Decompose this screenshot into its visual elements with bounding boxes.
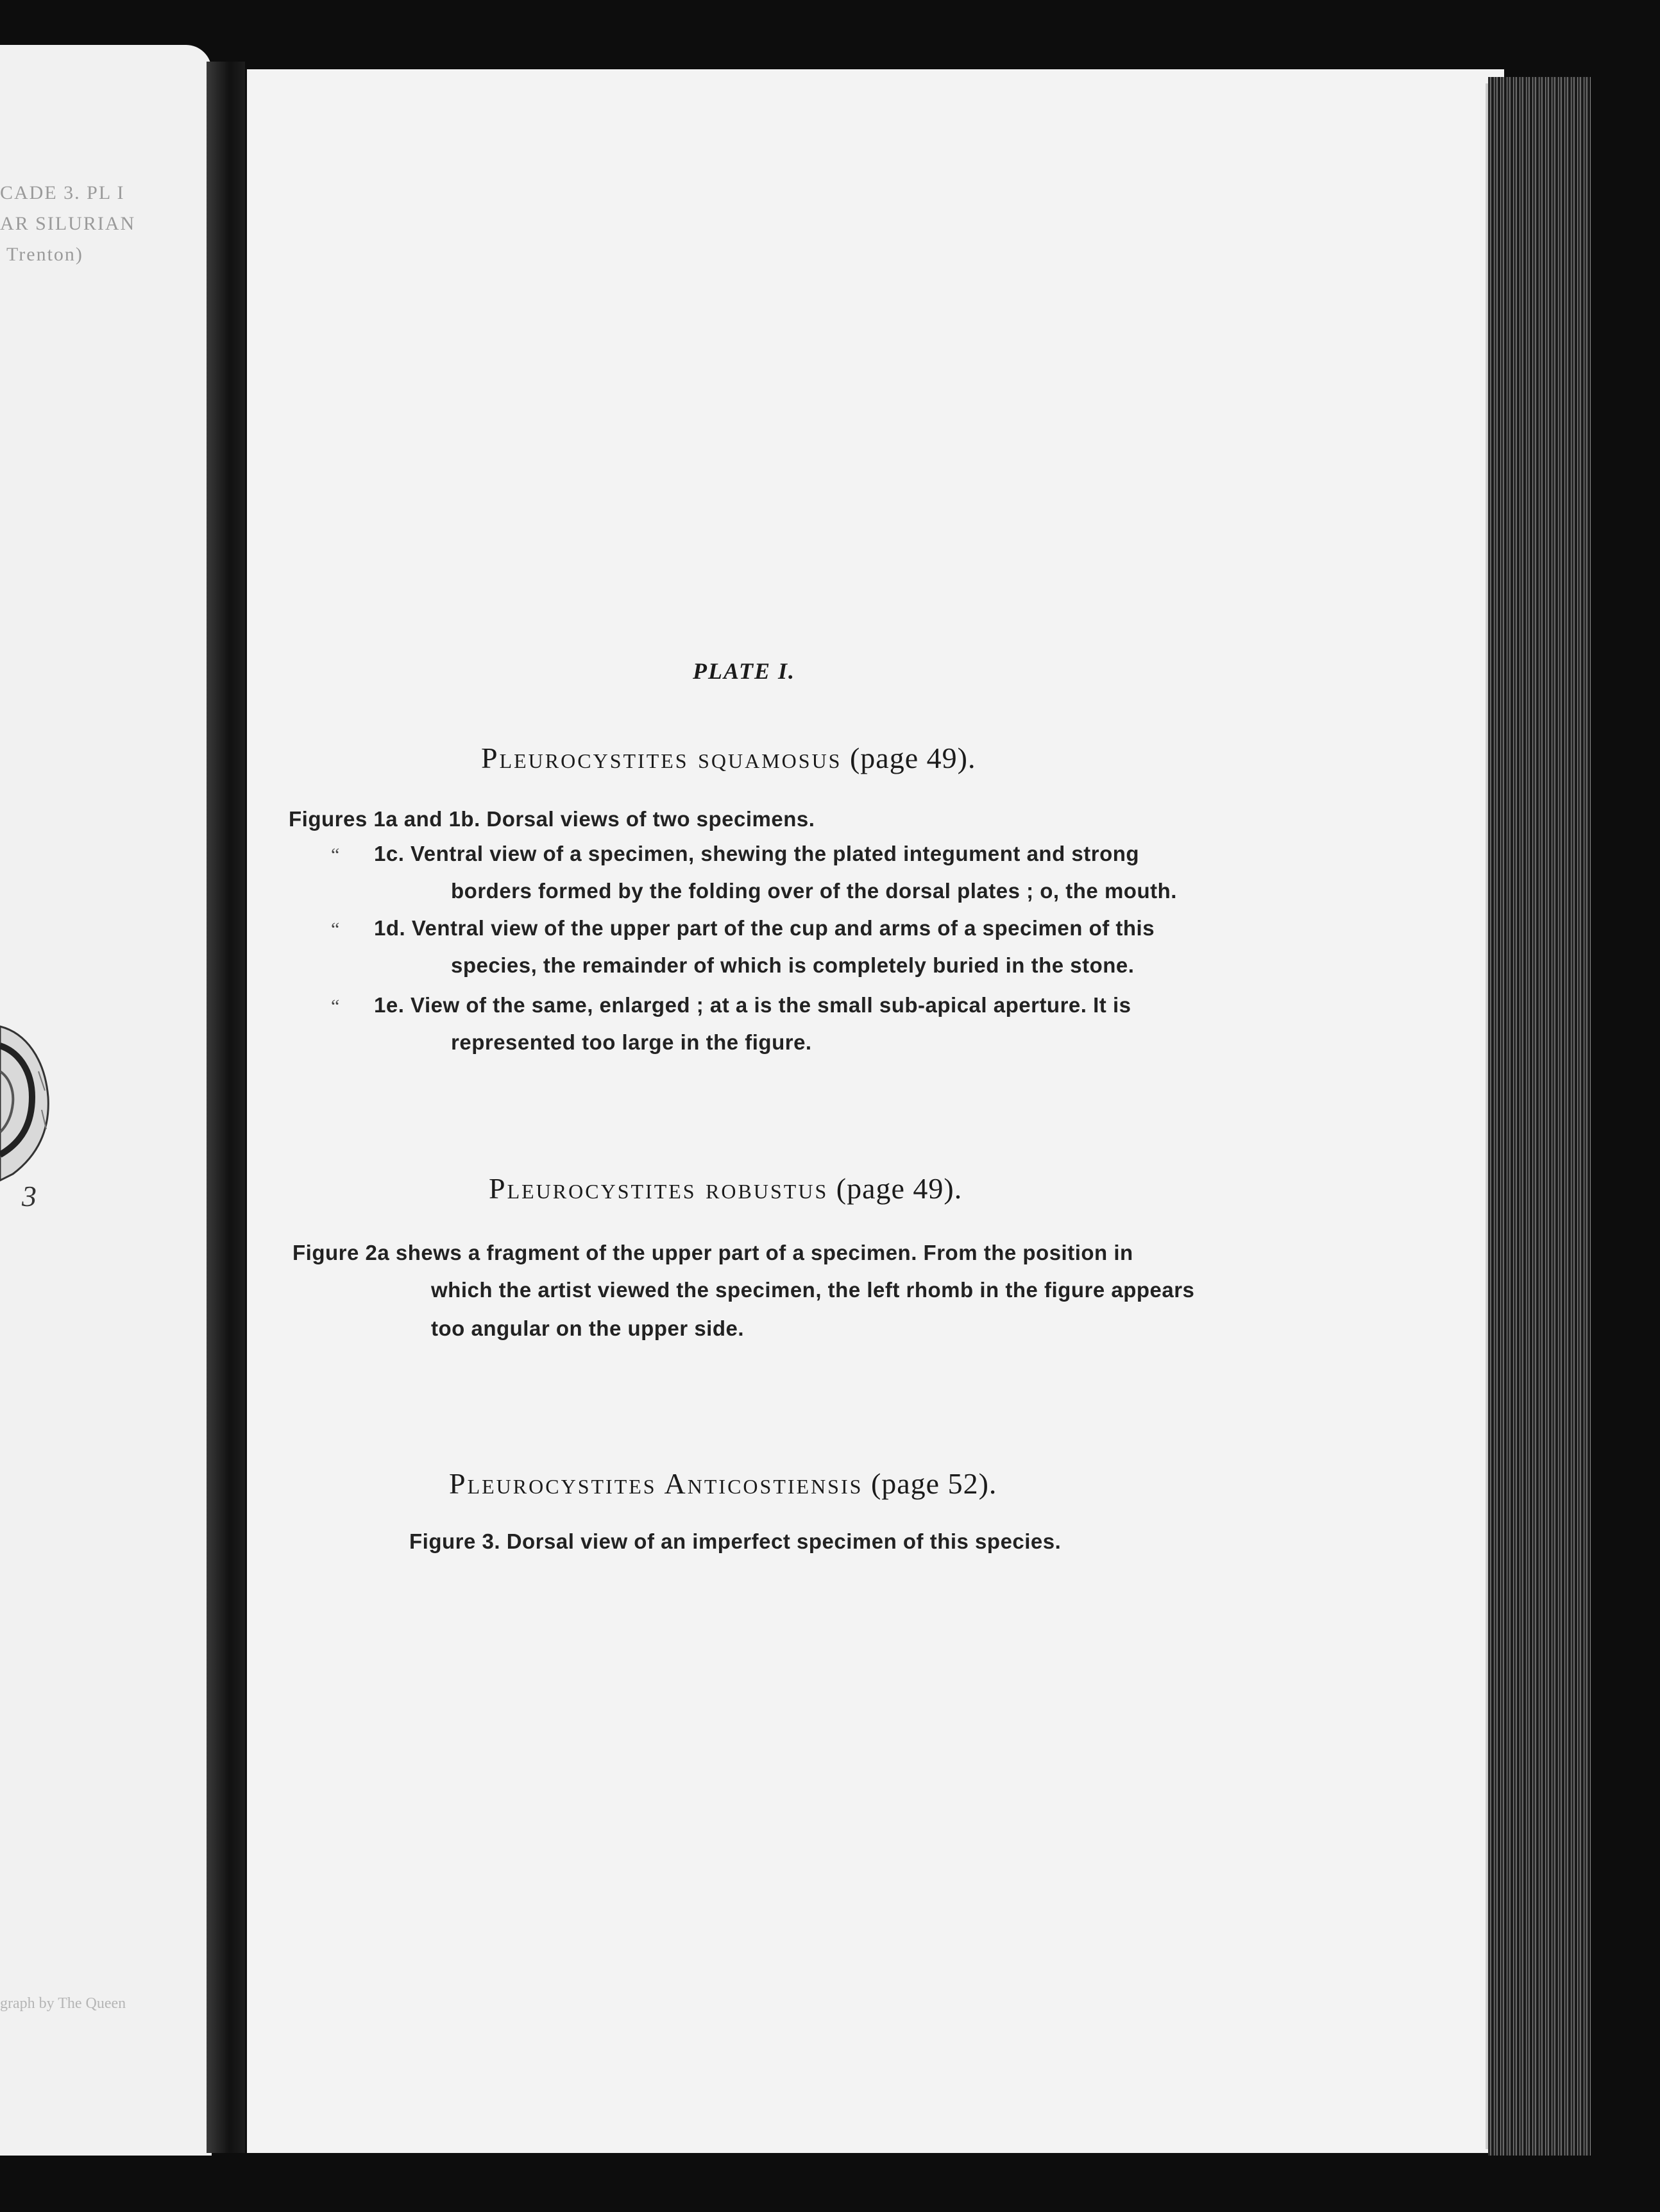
page-reference: (page 49). [849, 742, 976, 774]
species-name: Pleurocystites robustus [489, 1172, 829, 1205]
caption-line: species, the remainder of which is completely buried in the stone. [451, 953, 1135, 977]
facing-page [0, 45, 212, 2156]
plate-title: PLATE I. [693, 658, 796, 684]
facing-page-header-line: Trenton) [6, 244, 83, 265]
species-name: Pleurocystites squamosus [481, 742, 842, 774]
section-title-anticostiensis [449, 1467, 997, 1501]
ditto-mark: “ [331, 919, 340, 940]
facing-page-figure-number: 3 [22, 1180, 37, 1212]
caption-line: Figures 1a and 1b. Dorsal views of two specimens. [289, 807, 815, 831]
caption-line: represented too large in the figure. [451, 1030, 812, 1054]
caption-line: borders formed by the folding over of the dorsal plates ; o, the mouth. [451, 879, 1177, 903]
caption-line: Figure 3. Dorsal view of an imperfect specimen of this species. [409, 1529, 1062, 1553]
caption-line: 1e. View of the same, enlarged ; at a is the small sub-apical aperture. It is [374, 993, 1131, 1017]
caption-line: 1d. Ventral view of the upper part of the cup and arms of a specimen of this [374, 916, 1155, 940]
book-page-block-edge [1488, 77, 1591, 2156]
ditto-mark: “ [331, 844, 340, 865]
ditto-mark: “ [331, 996, 340, 1017]
section-title-squamosus [481, 741, 976, 775]
page-reference: (page 49). [836, 1172, 963, 1205]
facing-page-header-line: CADE 3. PL I [0, 182, 125, 203]
fossil-figure-fragment [0, 1007, 58, 1187]
caption-line: too angular on the upper side. [431, 1316, 745, 1340]
plate-explanation-page [247, 69, 1504, 2153]
caption-line: which the artist viewed the specimen, the left rhomb in the figure appears [431, 1278, 1195, 1302]
species-name: Pleurocystites Anticostiensis [449, 1467, 863, 1500]
caption-line: Figure 2a shews a fragment of the upper part of a specimen. From the position in [292, 1241, 1133, 1264]
page-reference: (page 52). [870, 1467, 997, 1500]
section-title-robustus [489, 1171, 962, 1205]
book-gutter [207, 62, 245, 2153]
facing-page-footer: graph by The Queen [0, 1995, 126, 2012]
facing-page-header-line: AR SILURIAN [0, 213, 136, 234]
caption-line: 1c. Ventral view of a specimen, shewing the plated integument and strong [374, 842, 1140, 865]
